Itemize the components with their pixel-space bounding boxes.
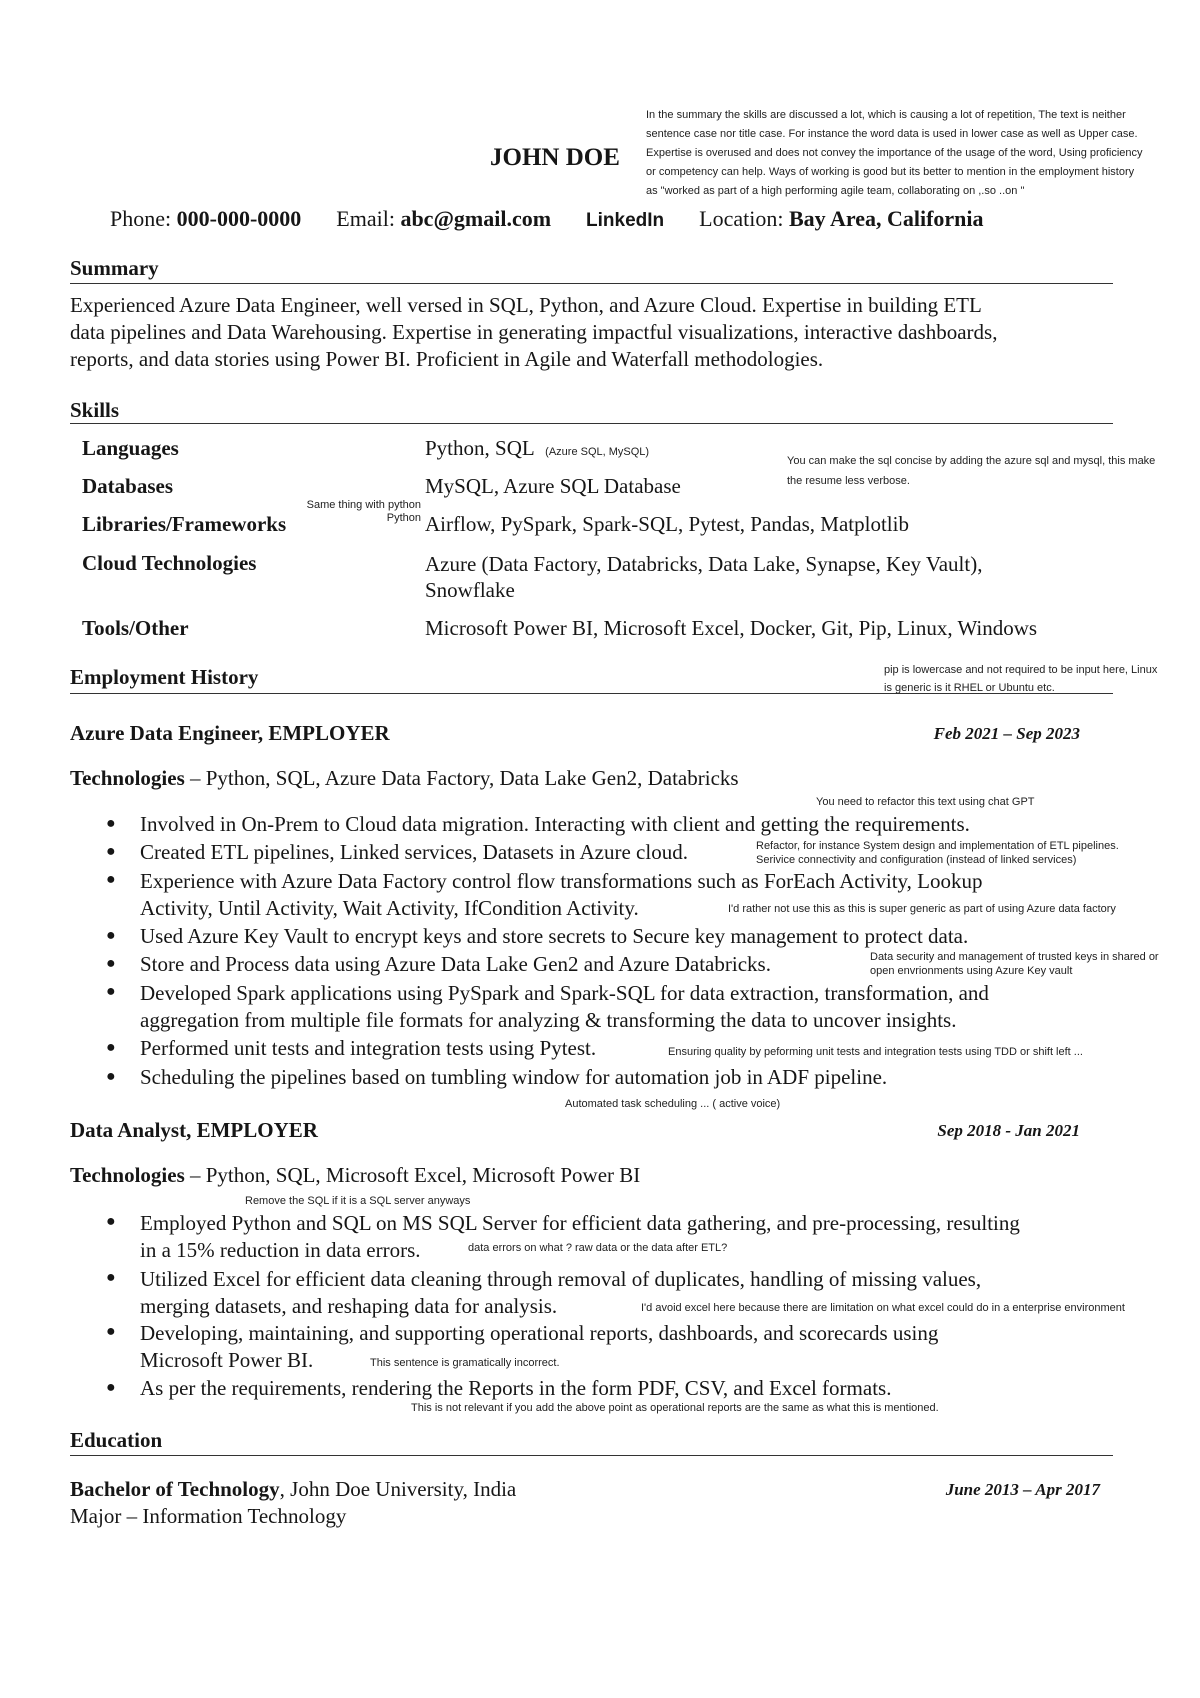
list-item: Store and Process data using Azure Data Lake Gen2 and Azure Databricks. bbox=[140, 952, 771, 976]
skill-label-cloud: Cloud Technologies bbox=[82, 551, 257, 575]
bullet-icon: ● bbox=[106, 1068, 116, 1085]
annotation-excel: I'd avoid excel here because there are limitation on what excel could do in a enterprise environment bbox=[641, 1302, 1125, 1314]
phone-value: 000-000-0000 bbox=[176, 206, 302, 231]
section-heading-employment: Employment History bbox=[70, 665, 259, 689]
bullet-icon: ● bbox=[106, 1323, 116, 1340]
annotation-adf: I'd rather not use this as this is super generic as part of using Azure data factory bbox=[728, 903, 1116, 915]
list-item: Experience with Azure Data Factory control flow transformations such as ForEach Activity, Lookup Activity, Until Activity, Wait Activity, IfCondition Activity. bbox=[140, 869, 983, 920]
annotation-pytest: Ensuring quality by peforming unit tests and integration tests using TDD or shift left ... bbox=[668, 1046, 1083, 1058]
annotation-pip: pip is lowercase and not required to be input here, Linux is generic is it RHEL or Ubuntu etc. bbox=[884, 664, 1158, 694]
list-item: Used Azure Key Vault to encrypt keys and store secrets to Secure key management to protect data. bbox=[140, 924, 969, 948]
job-dates: Sep 2018 - Jan 2021 bbox=[937, 1121, 1080, 1140]
contact-line bbox=[110, 207, 984, 233]
bullet-icon: ● bbox=[106, 1039, 116, 1056]
degree: Bachelor of Technology, John Doe University, India bbox=[70, 1477, 517, 1501]
linkedin-link[interactable]: LinkedIn bbox=[586, 210, 665, 231]
annotation-errors: data errors on what ? raw data or the data after ETL? bbox=[468, 1242, 728, 1254]
skill-label-languages: Languages bbox=[82, 436, 179, 460]
bullet-icon: ● bbox=[106, 983, 116, 1000]
skill-label-libraries: Libraries/Frameworks bbox=[82, 512, 287, 536]
annotation-relevance: This is not relevant if you add the above point as operational reports are the same as what this is mentioned. bbox=[411, 1402, 939, 1414]
annotation-sql: You can make the sql concise by adding the azure sql and mysql, this make the resume less verbose. bbox=[787, 455, 1156, 487]
bullet-icon: ● bbox=[106, 1213, 116, 1230]
job-technologies: Technologies – Python, SQL, Microsoft Excel, Microsoft Power BI bbox=[70, 1163, 641, 1187]
list-item: Performed unit tests and integration tests using Pytest. bbox=[140, 1036, 597, 1060]
job-title: Data Analyst, EMPLOYER bbox=[70, 1118, 318, 1142]
annotation-refactor: You need to refactor this text using chat GPT bbox=[816, 796, 1035, 808]
list-item: Developed Spark applications using PySpark and Spark-SQL for data extraction, transformation, and aggregation from multiple file formats for analyzing & transforming the data to uncover insights. bbox=[140, 981, 989, 1032]
candidate-name: JOHN DOE bbox=[490, 144, 620, 171]
bullet-icon: ● bbox=[106, 927, 116, 944]
annotation-python: Same thing with python Python bbox=[306, 499, 421, 524]
annotation-linked-services: Serivice connectivity and configuration (instead of linked services) bbox=[756, 854, 1077, 866]
bullet-icon: ● bbox=[106, 1379, 116, 1396]
list-item: Utilized Excel for efficient data cleaning through removal of duplicates, handling of missing values, merging datasets, and reshaping data for analysis. bbox=[140, 1267, 982, 1318]
skill-label-databases: Databases bbox=[82, 474, 174, 498]
location-label: Location: bbox=[699, 206, 784, 231]
skill-value-libraries: Airflow, PySpark, Spark-SQL, Pytest, Pandas, Matplotlib bbox=[425, 512, 909, 536]
section-heading-skills: Skills bbox=[70, 398, 120, 422]
email-label: Email: bbox=[336, 206, 395, 231]
annotation-etl: Refactor, for instance System design and implementation of ETL pipelines. bbox=[756, 840, 1119, 852]
skill-label-tools: Tools/Other bbox=[82, 616, 189, 640]
skill-value-databases: MySQL, Azure SQL Database bbox=[425, 474, 681, 498]
annotation-summary: In the summary the skills are discussed a lot, which is causing a lot of repetition, The text is neither sentence case nor title case. For instance the word data is used in lower case as well as Upper case. Expertise is overused and does not convey the importance of the usage of the word, Using proficiency or competency can help. Ways of working is good but its better to mention in the employment history as "worked as part of a high performing agile team, collaborating on ,.so ..on " bbox=[646, 109, 1143, 197]
list-item: Created ETL pipelines, Linked services, Datasets in Azure cloud. bbox=[140, 840, 688, 864]
list-item: Scheduling the pipelines based on tumbling window for automation job in ADF pipeline. bbox=[140, 1065, 888, 1089]
divider bbox=[70, 283, 1113, 284]
skill-value-languages: Python, SQL (Azure SQL, MySQL) bbox=[425, 436, 650, 460]
location-value: Bay Area, California bbox=[788, 206, 984, 231]
list-item: Developing, maintaining, and supporting operational reports, dashboards, and scorecards using Microsoft Power BI. bbox=[140, 1321, 939, 1372]
bullet-icon: ● bbox=[106, 871, 116, 888]
phone-label: Phone: bbox=[110, 206, 172, 231]
bullet-icon: ● bbox=[106, 843, 116, 860]
annotation-sql-inline: (Azure SQL, MySQL) bbox=[545, 446, 650, 458]
section-heading-education: Education bbox=[70, 1428, 163, 1452]
job-title: Azure Data Engineer, EMPLOYER bbox=[70, 721, 390, 745]
job-technologies: Technologies – Python, SQL, Azure Data Factory, Data Lake Gen2, Databricks bbox=[70, 766, 739, 790]
list-item: Employed Python and SQL on MS SQL Server for efficient data gathering, and pre-processing, resulting in a 15% reduction in data errors. bbox=[140, 1211, 1020, 1262]
annotation-keyvault: Data security and management of trusted keys in shared or open envrionments using Azure Key vault bbox=[870, 951, 1159, 977]
bullet-icon: ● bbox=[106, 815, 116, 832]
job-dates: Feb 2021 – Sep 2023 bbox=[933, 724, 1080, 743]
summary-text: Experienced Azure Data Engineer, well versed in SQL, Python, and Azure Cloud. Expertise in building ETL data pipelines and Data Warehousing. Expertise in generating impactful visualizations, interactive dashboards, reports, and data stories using Power BI. Proficient in Agile and Waterfall methodologies. bbox=[70, 293, 998, 371]
section-heading-summary: Summary bbox=[70, 256, 159, 280]
annotation-grammar: This sentence is gramatically incorrect. bbox=[370, 1357, 560, 1369]
email-link[interactable]: abc@gmail.com bbox=[400, 206, 552, 231]
education-dates: June 2013 – Apr 2017 bbox=[945, 1480, 1100, 1499]
divider bbox=[70, 423, 1113, 424]
major: Major – Information Technology bbox=[70, 1504, 347, 1528]
skill-value-cloud: Azure (Data Factory, Databricks, Data Lake, Synapse, Key Vault), Snowflake bbox=[425, 552, 983, 602]
bullet-icon: ● bbox=[106, 1269, 116, 1286]
list-item: Involved in On-Prem to Cloud data migration. Interacting with client and getting the requirements. bbox=[140, 812, 970, 836]
bullet-icon: ● bbox=[106, 955, 116, 972]
skill-value-tools: Microsoft Power BI, Microsoft Excel, Docker, Git, Pip, Linux, Windows bbox=[425, 616, 1038, 640]
annotation-sql-server: Remove the SQL if it is a SQL server anyways bbox=[245, 1195, 471, 1207]
list-item: As per the requirements, rendering the Reports in the form PDF, CSV, and Excel formats. bbox=[140, 1376, 892, 1400]
annotation-schedule: Automated task scheduling ... ( active voice) bbox=[565, 1098, 781, 1110]
divider bbox=[70, 1455, 1113, 1456]
